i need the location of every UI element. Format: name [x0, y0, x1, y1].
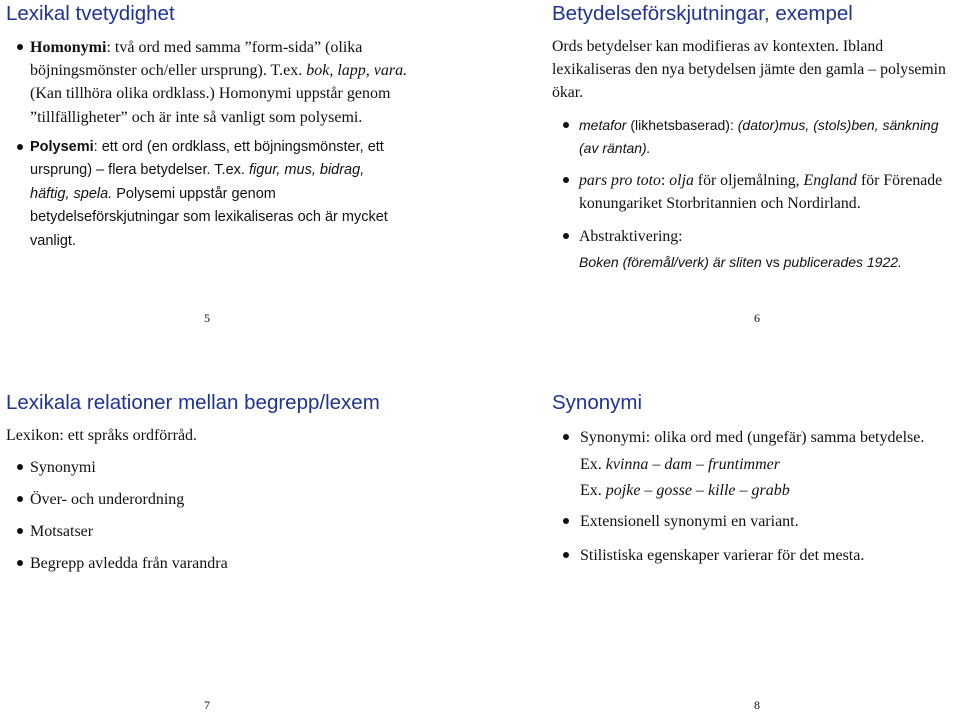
- example-words: bok, lapp, vara.: [306, 61, 408, 79]
- bullet-polysemi: [30, 136, 388, 254]
- text-segment: : ett ord (en ordklass, ett böjningsmönster, ett: [93, 138, 384, 155]
- example-words: häftig, spela.: [30, 185, 113, 202]
- example-line: [580, 453, 780, 476]
- bullet-icon: [17, 560, 23, 566]
- term-polysemi: Polysemi: [30, 138, 94, 155]
- bullet-icon: [17, 464, 23, 470]
- slide-betydelseforskjutningar: [480, 0, 960, 355]
- term-pars-pro-toto: pars pro toto: [579, 171, 661, 189]
- bullet-pars-pro-toto: [579, 169, 942, 216]
- text-line: [579, 114, 939, 137]
- example-words: England: [803, 171, 858, 189]
- bullet-icon: [563, 122, 569, 128]
- text-line: [579, 169, 942, 193]
- page-number: 6: [754, 311, 760, 325]
- text-segment: konungariket Storbritannien och Nordirland.: [579, 195, 861, 212]
- bullet-homonymi: [30, 36, 407, 130]
- text-segment: vs: [761, 253, 784, 270]
- bullet-metafor: [579, 114, 939, 160]
- text-line: [579, 137, 939, 160]
- example-words: figur, mus, bidrag,: [248, 162, 365, 178]
- list-item: Synonymi: [30, 458, 96, 476]
- text-segment: böjningsmönster och/eller ursprung). T.ex.: [30, 61, 307, 79]
- slide-lexikala-relationer: [0, 355, 480, 711]
- list-item: Över- och underordning: [30, 490, 185, 508]
- term-homonymi: Homonymi: [30, 38, 107, 56]
- slide-synonymi: [480, 355, 960, 711]
- text-segment: betydelseförskjutningar som lexikaliseras och är mycket: [30, 209, 388, 225]
- bullet-icon: [17, 44, 23, 50]
- text-line: [579, 192, 942, 216]
- bullet-icon: [563, 177, 569, 183]
- intro-paragraph: [552, 35, 946, 104]
- text-line: [30, 206, 388, 230]
- list-item: Synonymi: olika ord med (ungefär) samma betydelse.: [580, 428, 925, 446]
- text-line: [30, 59, 407, 82]
- text-segment: för oljemålning,: [693, 171, 804, 189]
- text-segment: Ex.: [580, 481, 606, 499]
- example-line: [580, 479, 790, 502]
- text-segment: ”tillfälligheter” och är inte så vanligt som polysemi.: [30, 108, 363, 126]
- bullet-icon: [563, 233, 569, 239]
- term-metafor: metafor: [579, 116, 627, 133]
- text-line: [30, 82, 407, 105]
- page-number: 8: [754, 698, 760, 712]
- text-line: [30, 230, 388, 254]
- text-line: [579, 251, 902, 274]
- bullet-icon: [17, 528, 23, 534]
- text-segment: vanligt.: [30, 232, 76, 249]
- slide-title: Synonymi: [552, 391, 643, 414]
- slide-title: Lexikala relationer mellan begrepp/lexem: [6, 391, 380, 414]
- slide-title: Betydelseförskjutningar, exempel: [552, 2, 853, 25]
- example-words: Boken (föremål/verk) är sliten: [579, 253, 762, 270]
- text-line: ökar.: [552, 83, 584, 101]
- text-segment: : två ord med samma ”form-sida” (olika: [106, 38, 363, 56]
- list-item: Motsatser: [30, 522, 94, 540]
- text-line: [30, 136, 388, 160]
- page-number: 5: [204, 311, 210, 325]
- page-number: 7: [204, 698, 210, 712]
- slide-lexikal-tvetydighet: [0, 0, 480, 355]
- text-segment: ursprung) – flera betydelser. T.ex.: [30, 162, 249, 178]
- example-words: (dator)mus, (stols)ben, sänkning: [737, 116, 939, 133]
- text-line: [30, 36, 407, 59]
- example-words: publicerades 1922.: [783, 253, 902, 270]
- bullet-icon: [17, 496, 23, 502]
- text-line: lexikaliseras den nya betydelsen jämte den gamla – polysemin: [552, 60, 946, 78]
- text-line: [30, 183, 388, 207]
- list-item: Begrepp avledda från varandra: [30, 554, 228, 572]
- text-segment: (Kan tillhöra olika ordklass.) Homonymi uppstår genom: [30, 85, 391, 103]
- example-words: (av räntan).: [579, 139, 651, 156]
- text-line: [30, 106, 407, 129]
- text-line: Ords betydelser kan modifieras av kontexten. Ibland: [552, 37, 884, 55]
- bullet-icon: [563, 434, 569, 440]
- example-sentence: [579, 251, 902, 274]
- example-words: pojke – gosse – kille – grabb: [605, 481, 790, 499]
- text-segment: Ex.: [580, 455, 606, 473]
- bullet-icon: [563, 518, 569, 524]
- example-words: kvinna – dam – fruntimmer: [605, 455, 780, 473]
- slide-title: Lexikal tvetydighet: [6, 2, 175, 25]
- example-words: olja: [669, 171, 694, 189]
- text-line: Abstraktivering:: [579, 227, 683, 245]
- text-segment: :: [660, 171, 670, 189]
- list-item: Extensionell synonymi en variant.: [580, 512, 799, 530]
- list-item: Stilistiska egenskaper varierar för det mesta.: [580, 546, 865, 564]
- bullet-icon: [17, 144, 23, 150]
- text-segment: (likhetsbaserad):: [626, 116, 738, 133]
- bullet-abstraktivering: [579, 225, 683, 248]
- text-segment: Polysemi uppstår genom: [112, 185, 276, 202]
- intro-text: Lexikon: ett språks ordförråd.: [6, 426, 198, 444]
- text-line: [30, 159, 388, 183]
- text-segment: för Förenade: [857, 171, 943, 189]
- bullet-icon: [563, 552, 569, 558]
